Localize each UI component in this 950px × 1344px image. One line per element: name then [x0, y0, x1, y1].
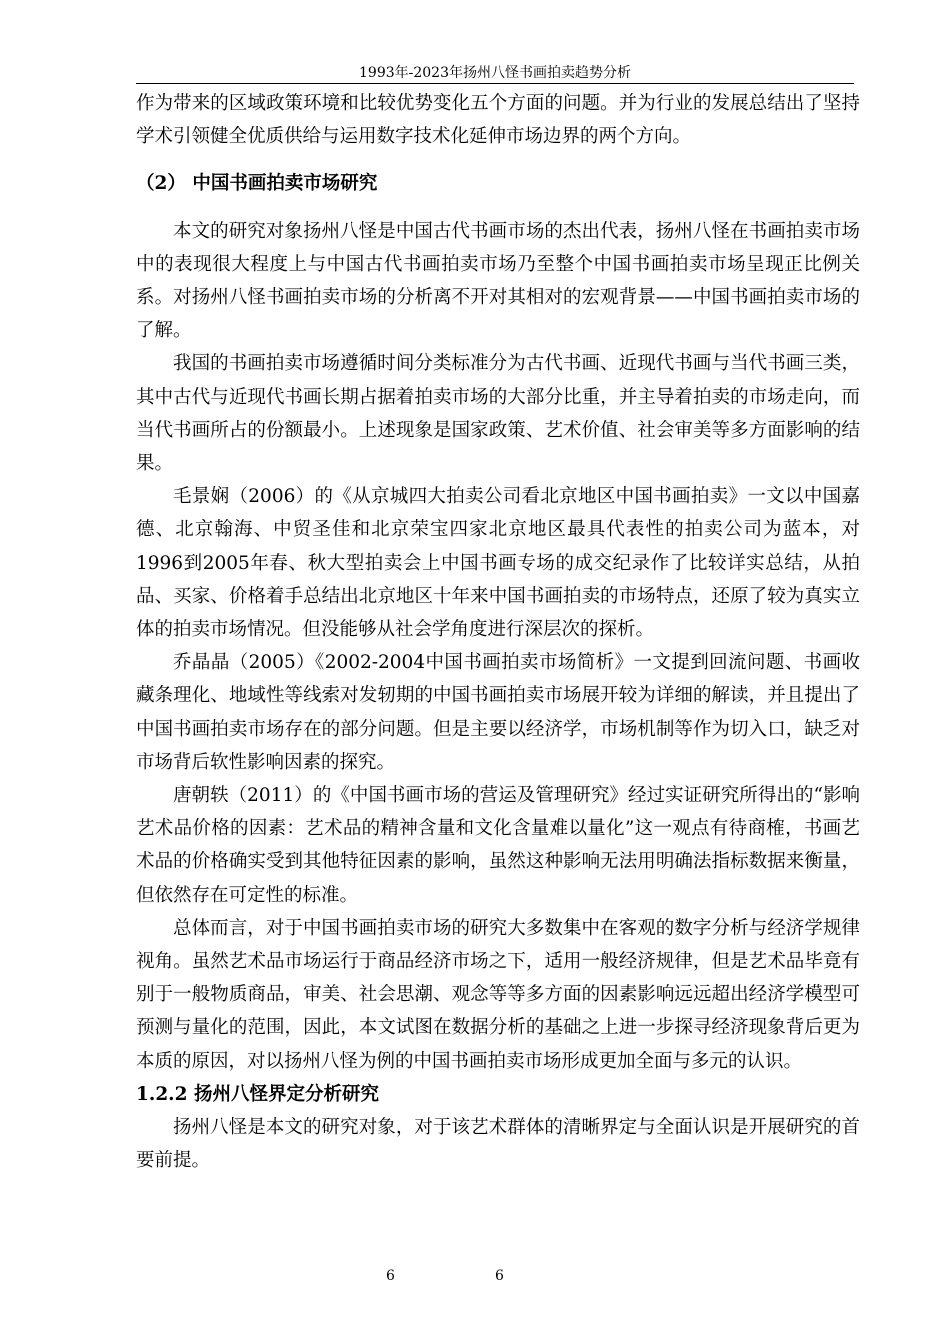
body-text [136, 87, 860, 1178]
paragraph: 作为带来的区域政策环境和比较优势变化五个方面的问题。并为行业的发展总结出了坚持学术引领健全优质供给与运用数字技术化延伸市场边界的两个方向。 [136, 93, 860, 148]
paragraph: 本文的研究对象扬州八怪是中国古代书画市场的杰出代表，扬州八怪在书画拍卖市场中的表现很大程度上与中国古代书画拍卖市场乃至整个中国书画拍卖市场呈现正比例关系。对扬州八怪书画拍卖市场的分析离不开对其相对的宏观背景——中国书画拍卖市场的了解。 [136, 220, 860, 342]
header-rule [136, 83, 854, 84]
subheading: （2） 中国书画拍卖市场研究 [136, 173, 378, 195]
section-heading: 1.2.2 扬州八怪界定分析研究 [136, 1083, 379, 1105]
paragraph: 唐朝轶（2011）的《中国书画市场的营运及管理研究》经过实证研究所得出的“影响艺术品价格的因素：艺术品的精神含量和文化含量难以量化”这一观点有待商榷，书画艺术品的价格确实受到其他特征因素的影响，虽然这种影响无法用明确法指标数据来衡量，但依然存在可定性的标准。 [136, 785, 860, 906]
paragraph: 总体而言，对于中国书画拍卖市场的研究大多数集中在客观的数字分析与经济学规律视角。虽然艺术品市场运行于商品经济市场之下，适用一般经济规律，但是艺术品毕竟有别于一般物质商品，审美、社会思潮、观念等等多方面的因素影响远远超出经济学模型可预测与量化的范围，因此，本文试图在数据分析的基础之上进一步探寻经济现象背后更为本质的原因，对以扬州八怪为例的中国书画拍卖市场形成更加全面与多元的认识。 [136, 917, 860, 1072]
paragraph: 毛景娴（2006）的《从京城四大拍卖公司看北京地区中国书画拍卖》一文以中国嘉德、北京翰海、中贸圣佳和北京荣宝四家北京地区最具代表性的拍卖公司为蓝本，对1996到2005年春、秋大型拍卖会上中国书画专场的成交纪录作了比较详实总结，从拍品、买家、价格着手总结出北京地区十年来中国书画拍卖的市场特点，还原了较为真实立体的拍卖市场情况。但没能够从社会学角度进行深层次的探析。 [136, 486, 860, 641]
paragraph: 扬州八怪是本文的研究对象，对于该艺术群体的清晰界定与全面认识是开展研究的首要前提。 [136, 1117, 860, 1172]
paragraph: 我国的书画拍卖市场遵循时间分类标准分为古代书画、近现代书画与当代书画三类，其中古代与近现代书画长期占据着拍卖市场的大部分比重，并主导着拍卖的市场走向，而当代书画所占的份额最小。上述现象是国家政策、艺术价值、社会审美等多方面影响的结果。 [136, 353, 860, 475]
paragraph: 乔晶晶（2005）《2002-2004中国书画拍卖市场简析》一文提到回流问题、书画收藏条理化、地域性等线索对发轫期的中国书画拍卖市场展开较为详细的解读，并且提出了中国书画拍卖市场存在的部分问题。但是主要以经济学，市场机制等作为切入口，缺乏对市场背后软性影响因素的探究。 [136, 652, 860, 773]
running-header: 1993年-2023年扬州八怪书画拍卖趋势分析 [359, 65, 631, 81]
page-number: 6 [386, 1268, 395, 1284]
page-number: 6 [495, 1268, 504, 1284]
